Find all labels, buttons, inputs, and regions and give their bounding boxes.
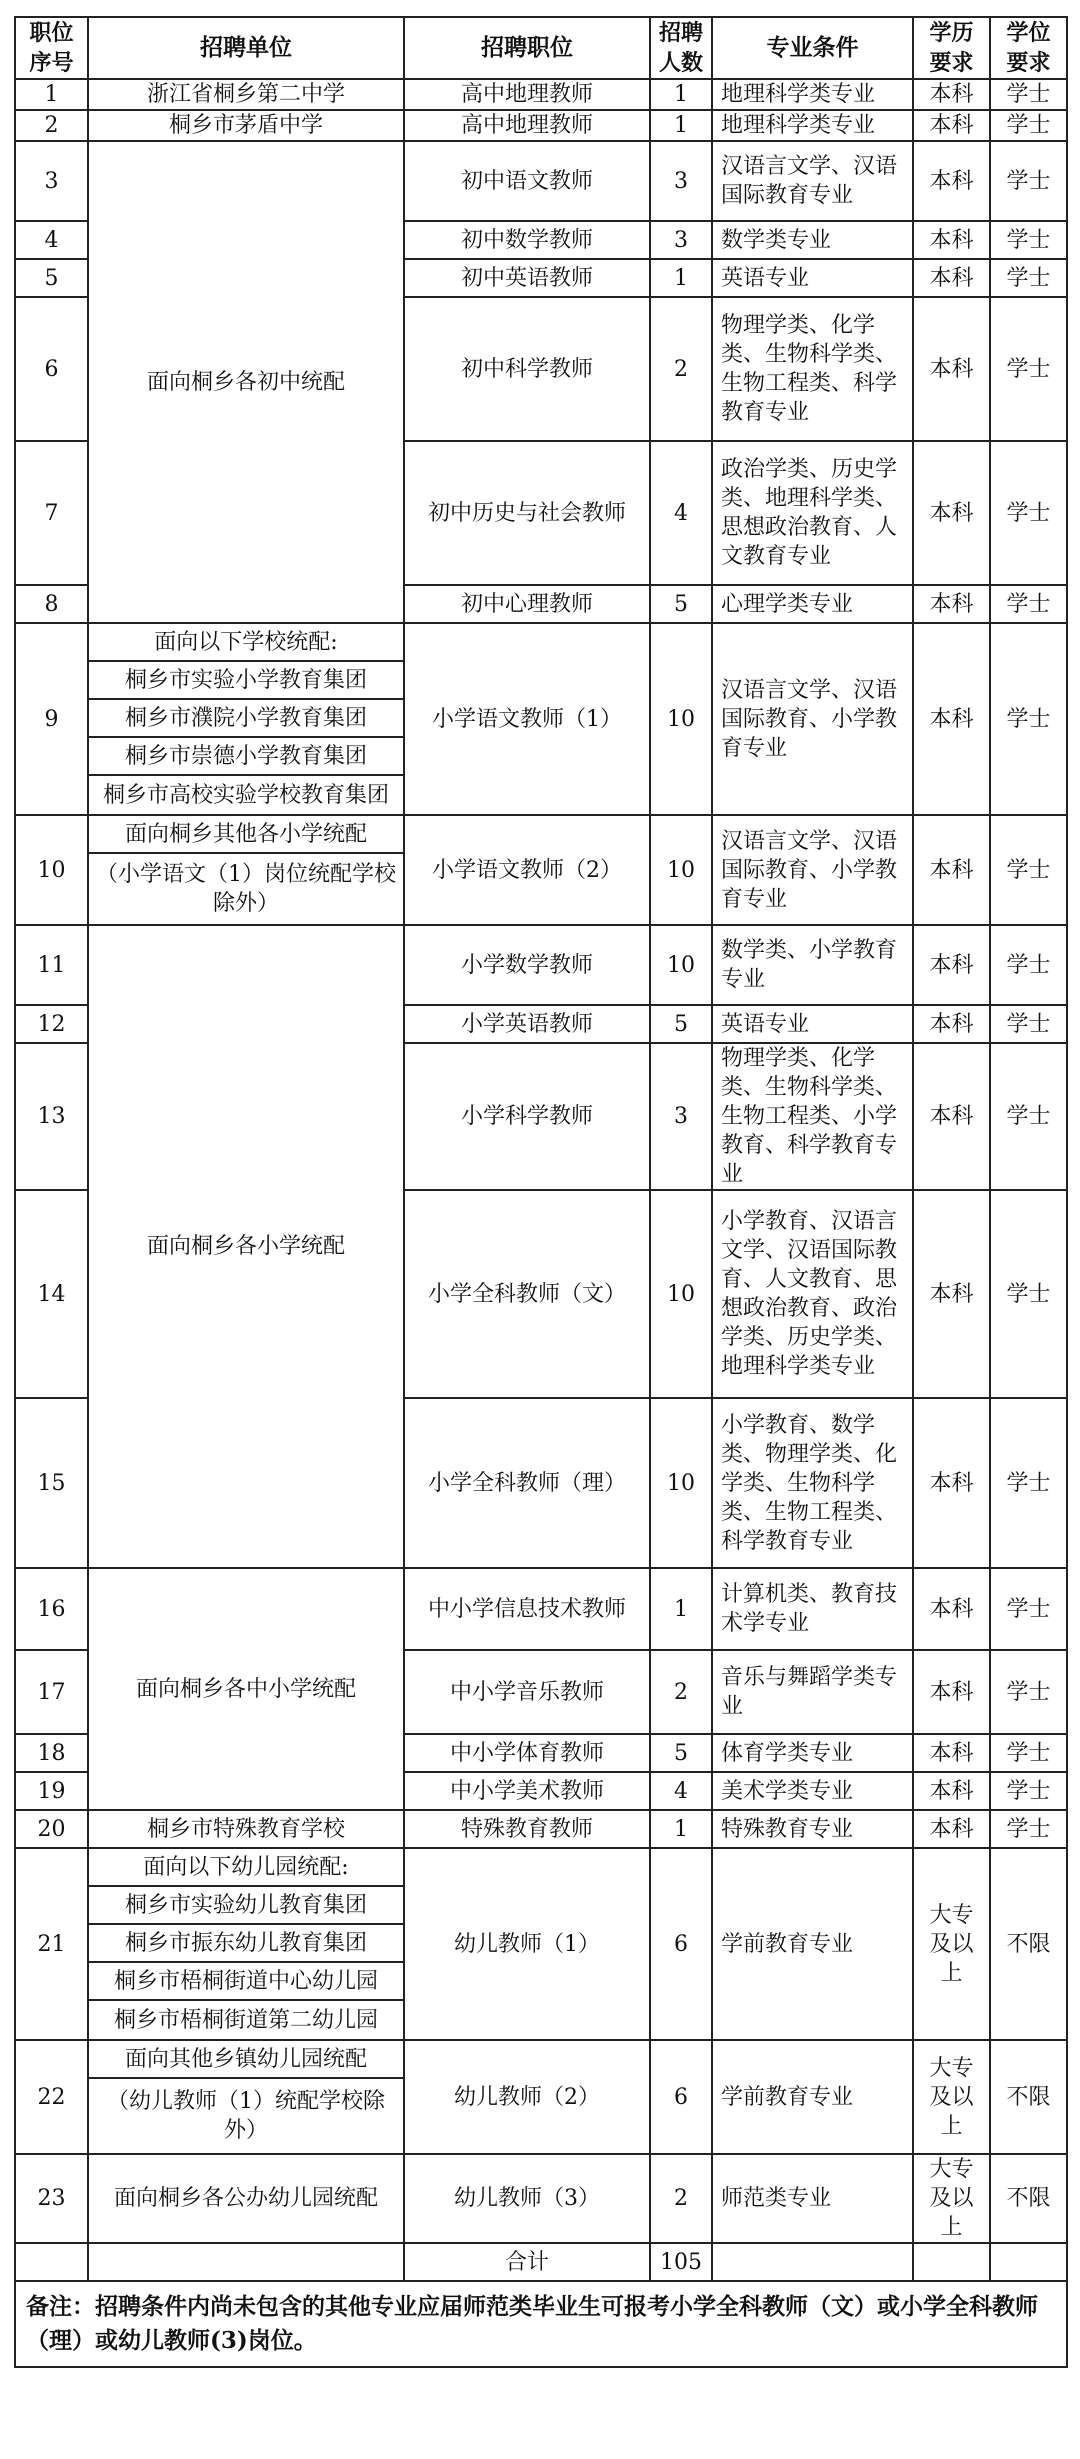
cell-unit: 桐乡市崇德小学教育集团	[88, 737, 404, 775]
total-count: 105	[650, 2243, 712, 2281]
table-row	[15, 623, 1067, 661]
cell-count: 1	[650, 1568, 712, 1650]
cell-seq: 11	[15, 925, 88, 1005]
cell-education: 本科	[913, 925, 990, 1005]
cell-unit: 桐乡市梧桐街道第二幼儿园	[88, 2000, 404, 2040]
cell-count: 1	[650, 110, 712, 141]
cell-education: 本科	[913, 1043, 990, 1190]
cell-count: 6	[650, 1848, 712, 2040]
cell-major: 地理科学类专业	[712, 110, 913, 141]
table-note: 备注：招聘条件内尚未包含的其他专业应届师范类毕业生可报考小学全科教师（文）或小学全科教师（理）或幼儿教师(3)岗位。	[15, 2281, 1067, 2367]
total-label: 合计	[404, 2243, 650, 2281]
cell-seq: 7	[15, 441, 88, 585]
cell-seq: 1	[15, 79, 88, 110]
cell-count: 5	[650, 1734, 712, 1772]
cell-degree: 学士	[990, 1043, 1067, 1190]
table-row	[15, 2040, 1067, 2078]
cell-position: 特殊教育教师	[404, 1810, 650, 1848]
cell-count: 4	[650, 441, 712, 585]
cell-major: 小学教育、汉语言文学、汉语国际教育、人文教育、思想政治教育、政治学类、历史学类、地理科学类专业	[712, 1190, 913, 1398]
cell-unit-title: 面向以下幼儿园统配:	[88, 1848, 404, 1886]
cell-education: 本科	[913, 1568, 990, 1650]
cell-position: 小学语文教师（1）	[404, 623, 650, 815]
cell-position: 高中地理教师	[404, 110, 650, 141]
cell-count: 2	[650, 1650, 712, 1734]
cell-unit-title: 面向以下学校统配:	[88, 623, 404, 661]
cell-education: 本科	[913, 815, 990, 925]
table-row	[15, 1848, 1067, 1886]
cell-count: 1	[650, 1810, 712, 1848]
cell-position: 小学语文教师（2）	[404, 815, 650, 925]
cell-education: 本科	[913, 1810, 990, 1848]
cell-unit: 面向桐乡各中小学统配	[88, 1568, 404, 1810]
cell-seq: 14	[15, 1190, 88, 1398]
cell-count: 6	[650, 2040, 712, 2154]
cell-degree: 学士	[990, 1810, 1067, 1848]
cell-major: 数学类专业	[712, 221, 913, 259]
cell-unit: 面向其他乡镇幼儿园统配	[88, 2040, 404, 2078]
cell-count: 3	[650, 141, 712, 221]
cell-education: 本科	[913, 79, 990, 110]
cell-degree: 学士	[990, 1398, 1067, 1568]
cell-count: 3	[650, 1043, 712, 1190]
cell-seq: 2	[15, 110, 88, 141]
cell-seq: 17	[15, 1650, 88, 1734]
cell-count: 1	[650, 259, 712, 297]
cell-position: 中小学音乐教师	[404, 1650, 650, 1734]
cell-major: 美术学类专业	[712, 1772, 913, 1810]
cell-position: 初中英语教师	[404, 259, 650, 297]
cell-count: 2	[650, 297, 712, 441]
cell-degree: 学士	[990, 1734, 1067, 1772]
cell-major: 政治学类、历史学类、地理科学类、思想政治教育、人文教育专业	[712, 441, 913, 585]
header-seq: 职位序号	[15, 17, 88, 79]
cell-education: 本科	[913, 259, 990, 297]
header-row	[15, 17, 1067, 79]
cell-seq: 21	[15, 1848, 88, 2040]
cell-count: 10	[650, 925, 712, 1005]
cell-major: 学前教育专业	[712, 2040, 913, 2154]
cell-degree: 不限	[990, 1848, 1067, 2040]
cell-major: 计算机类、教育技术学专业	[712, 1568, 913, 1650]
cell-degree: 不限	[990, 2154, 1067, 2243]
cell-position: 初中语文教师	[404, 141, 650, 221]
table-row	[15, 2154, 1067, 2243]
cell-seq: 8	[15, 585, 88, 623]
cell-seq: 12	[15, 1005, 88, 1043]
cell-empty	[712, 2243, 913, 2281]
cell-position: 中小学体育教师	[404, 1734, 650, 1772]
cell-education: 本科	[913, 1005, 990, 1043]
cell-position: 初中历史与社会教师	[404, 441, 650, 585]
cell-count: 5	[650, 1005, 712, 1043]
cell-position: 小学英语教师	[404, 1005, 650, 1043]
cell-seq: 18	[15, 1734, 88, 1772]
cell-major: 英语专业	[712, 1005, 913, 1043]
cell-degree: 学士	[990, 221, 1067, 259]
header-position: 招聘职位	[404, 17, 650, 79]
cell-position: 初中心理教师	[404, 585, 650, 623]
cell-education: 本科	[913, 221, 990, 259]
cell-education: 本科	[913, 585, 990, 623]
cell-education: 本科	[913, 141, 990, 221]
cell-seq: 22	[15, 2040, 88, 2154]
cell-major: 汉语言文学、汉语国际教育专业	[712, 141, 913, 221]
cell-degree: 学士	[990, 585, 1067, 623]
table-row	[15, 925, 1067, 1005]
cell-position: 初中数学教师	[404, 221, 650, 259]
cell-empty	[990, 2243, 1067, 2281]
cell-degree: 学士	[990, 441, 1067, 585]
cell-unit: 面向桐乡各公办幼儿园统配	[88, 2154, 404, 2243]
cell-unit: 面向桐乡各初中统配	[88, 141, 404, 623]
cell-degree: 学士	[990, 1650, 1067, 1734]
cell-position: 小学科学教师	[404, 1043, 650, 1190]
cell-count: 3	[650, 221, 712, 259]
cell-major: 体育学类专业	[712, 1734, 913, 1772]
cell-seq: 10	[15, 815, 88, 925]
header-degree: 学位要求	[990, 17, 1067, 79]
cell-degree: 学士	[990, 925, 1067, 1005]
cell-seq: 20	[15, 1810, 88, 1848]
cell-major: 特殊教育专业	[712, 1810, 913, 1848]
cell-seq: 3	[15, 141, 88, 221]
cell-seq: 15	[15, 1398, 88, 1568]
cell-education: 本科	[913, 623, 990, 815]
cell-seq: 19	[15, 1772, 88, 1810]
cell-education: 大专及以上	[913, 2154, 990, 2243]
cell-unit: 桐乡市振东幼儿教育集团	[88, 1924, 404, 1962]
cell-degree: 学士	[990, 1190, 1067, 1398]
cell-degree: 学士	[990, 110, 1067, 141]
cell-major: 物理学类、化学类、生物科学类、生物工程类、科学教育专业	[712, 297, 913, 441]
cell-count: 10	[650, 623, 712, 815]
cell-degree: 学士	[990, 1005, 1067, 1043]
cell-unit: 浙江省桐乡第二中学	[88, 79, 404, 110]
cell-education: 本科	[913, 1190, 990, 1398]
cell-unit: 面向桐乡各小学统配	[88, 925, 404, 1568]
total-row	[15, 2243, 1067, 2281]
cell-count: 10	[650, 1190, 712, 1398]
cell-degree: 学士	[990, 815, 1067, 925]
cell-count: 5	[650, 585, 712, 623]
cell-degree: 学士	[990, 259, 1067, 297]
cell-count: 10	[650, 815, 712, 925]
cell-major: 数学类、小学教育专业	[712, 925, 913, 1005]
table-row	[15, 1568, 1067, 1650]
cell-major: 汉语言文学、汉语国际教育、小学教育专业	[712, 815, 913, 925]
cell-education: 本科	[913, 1650, 990, 1734]
cell-education: 大专及以上	[913, 1848, 990, 2040]
cell-position: 幼儿教师（3）	[404, 2154, 650, 2243]
cell-education: 本科	[913, 441, 990, 585]
cell-major: 物理学类、化学类、生物科学类、生物工程类、小学教育、科学教育专业	[712, 1043, 913, 1190]
cell-empty	[15, 2243, 88, 2281]
cell-count: 1	[650, 79, 712, 110]
cell-degree: 学士	[990, 623, 1067, 815]
recruitment-table	[14, 16, 1068, 2368]
cell-seq: 23	[15, 2154, 88, 2243]
cell-degree: 不限	[990, 2040, 1067, 2154]
cell-position: 小学全科教师（理）	[404, 1398, 650, 1568]
cell-seq: 5	[15, 259, 88, 297]
cell-position: 幼儿教师（2）	[404, 2040, 650, 2154]
cell-major: 师范类专业	[712, 2154, 913, 2243]
cell-unit: 桐乡市实验幼儿教育集团	[88, 1886, 404, 1924]
cell-position: 小学全科教师（文）	[404, 1190, 650, 1398]
header-count: 招聘人数	[650, 17, 712, 79]
recruitment-table-sheet	[14, 16, 1066, 2368]
cell-unit: 桐乡市特殊教育学校	[88, 1810, 404, 1848]
cell-major: 学前教育专业	[712, 1848, 913, 2040]
cell-major: 心理学类专业	[712, 585, 913, 623]
cell-seq: 4	[15, 221, 88, 259]
cell-education: 本科	[913, 110, 990, 141]
cell-unit: 面向桐乡其他各小学统配	[88, 815, 404, 853]
cell-seq: 13	[15, 1043, 88, 1190]
cell-unit: 桐乡市实验小学教育集团	[88, 661, 404, 699]
cell-education: 本科	[913, 1772, 990, 1810]
cell-position: 中小学美术教师	[404, 1772, 650, 1810]
cell-seq: 16	[15, 1568, 88, 1650]
cell-position: 高中地理教师	[404, 79, 650, 110]
table-row	[15, 79, 1067, 110]
cell-unit: 桐乡市濮院小学教育集团	[88, 699, 404, 737]
cell-degree: 学士	[990, 79, 1067, 110]
cell-major: 音乐与舞蹈学类专业	[712, 1650, 913, 1734]
cell-major: 汉语言文学、汉语国际教育、小学教育专业	[712, 623, 913, 815]
cell-education: 本科	[913, 1734, 990, 1772]
cell-degree: 学士	[990, 1568, 1067, 1650]
table-row	[15, 815, 1067, 853]
header-major: 专业条件	[712, 17, 913, 79]
cell-degree: 学士	[990, 1772, 1067, 1810]
cell-unit: 桐乡市梧桐街道中心幼儿园	[88, 1962, 404, 2000]
cell-position: 中小学信息技术教师	[404, 1568, 650, 1650]
cell-major: 英语专业	[712, 259, 913, 297]
table-row	[15, 1810, 1067, 1848]
cell-degree: 学士	[990, 141, 1067, 221]
cell-education: 本科	[913, 1398, 990, 1568]
cell-position: 初中科学教师	[404, 297, 650, 441]
cell-major: 地理科学类专业	[712, 79, 913, 110]
cell-seq: 9	[15, 623, 88, 815]
cell-count: 10	[650, 1398, 712, 1568]
cell-education: 本科	[913, 297, 990, 441]
cell-unit: 桐乡市茅盾中学	[88, 110, 404, 141]
cell-position: 小学数学教师	[404, 925, 650, 1005]
cell-count: 2	[650, 2154, 712, 2243]
header-unit: 招聘单位	[88, 17, 404, 79]
cell-seq: 6	[15, 297, 88, 441]
cell-position: 幼儿教师（1）	[404, 1848, 650, 2040]
cell-unit: 桐乡市高校实验学校教育集团	[88, 775, 404, 815]
cell-education: 大专及以上	[913, 2040, 990, 2154]
cell-major: 小学教育、数学类、物理学类、化学类、生物科学类、生物工程类、科学教育专业	[712, 1398, 913, 1568]
cell-empty	[913, 2243, 990, 2281]
cell-degree: 学士	[990, 297, 1067, 441]
cell-count: 4	[650, 1772, 712, 1810]
header-education: 学历要求	[913, 17, 990, 79]
cell-empty	[88, 2243, 404, 2281]
table-row	[15, 141, 1067, 221]
note-row	[15, 2281, 1067, 2367]
cell-unit: （幼儿教师（1）统配学校除外）	[88, 2078, 404, 2154]
table-row	[15, 110, 1067, 141]
cell-unit: （小学语文（1）岗位统配学校除外）	[88, 853, 404, 925]
